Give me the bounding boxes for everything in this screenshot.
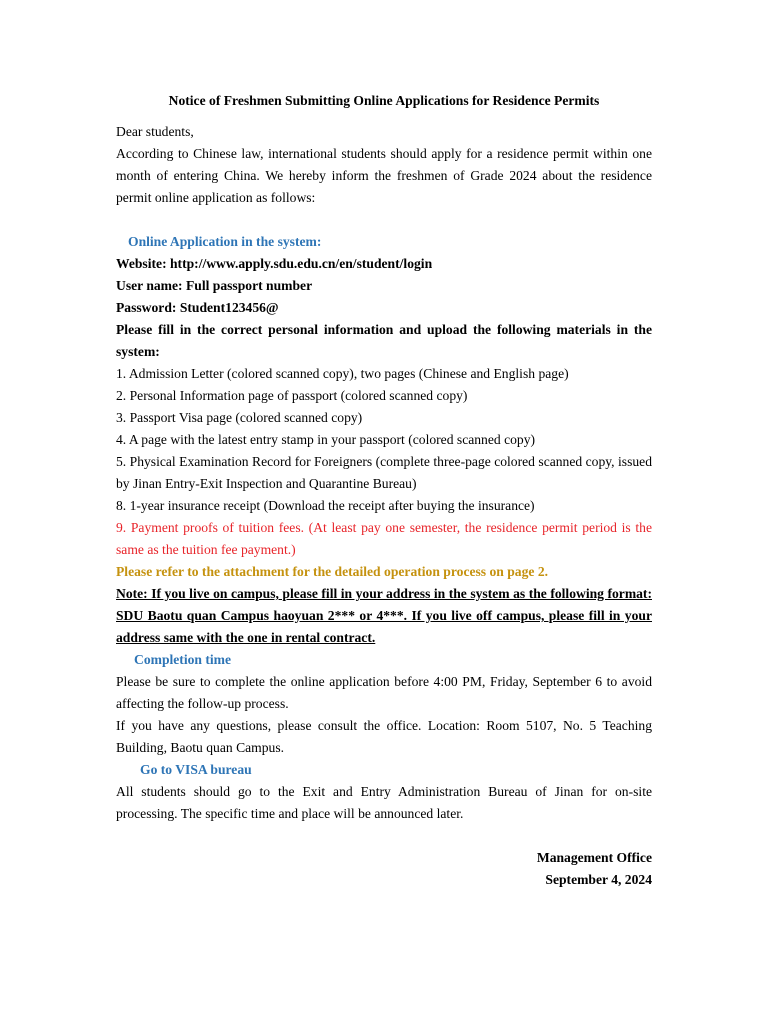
intro-paragraph: According to Chinese law, international students should apply for a residence permit within one month of entering China. We hereby inform the freshmen of Grade 2024 about the residence permit online application as follows: (116, 146, 652, 205)
upload-instruction: Please fill in the correct personal information and upload the following materials in the system: (116, 322, 652, 359)
attachment-note: Please refer to the attachment for the detailed operation process on page 2. (116, 564, 549, 579)
online-application-heading: Online Application in the system: (128, 234, 322, 249)
document-title: Notice of Freshmen Submitting Online Applications for Residence Permits (168, 93, 600, 108)
website-line: Website: http://www.apply.sdu.edu.cn/en/student/login (116, 256, 433, 271)
payment-proof-note: 9. Payment proofs of tuition fees. (At least pay one semester, the residence permit period is the same as the tuition fee payment.) (116, 520, 652, 557)
signature-date: September 4, 2024 (545, 872, 652, 887)
material-item: 4. A page with the latest entry stamp in your passport (colored scanned copy) (116, 432, 536, 447)
material-item: 3. Passport Visa page (colored scanned copy) (116, 410, 363, 425)
material-item: 2. Personal Information page of passport (colored scanned copy) (116, 388, 468, 403)
password-line: Password: Student123456@ (116, 300, 279, 315)
material-item: 1. Admission Letter (colored scanned copy), two pages (Chinese and English page) (116, 366, 569, 381)
material-item: 8. 1-year insurance receipt (Download the receipt after buying the insurance) (116, 498, 535, 513)
contact-paragraph: If you have any questions, please consult the office. Location: Room 5107, No. 5 Teaching Building, Baotu quan Campus. (116, 718, 652, 755)
deadline-paragraph: Please be sure to complete the online application before 4:00 PM, Friday, September 6 to avoid affecting the follow-up process. (116, 674, 652, 711)
notice-document (116, 90, 652, 891)
username-line: User name: Full passport number (116, 278, 313, 293)
visa-bureau-paragraph: All students should go to the Exit and Entry Administration Bureau of Jinan for on-site processing. The specific time and place will be announced later. (116, 784, 652, 821)
material-item: 5. Physical Examination Record for Foreigners (complete three-page colored scanned copy, issued by Jinan Entry-Exit Inspection and Quarantine Bureau) (116, 454, 652, 491)
visa-bureau-heading: Go to VISA bureau (140, 762, 252, 777)
address-format-note: Note: If you live on campus, please fill in your address in the system as the following format: SDU Baotu quan Campus haoyuan 2*** or 4***. If you live off campus, please fill in your address same with the one in rental contract. (116, 586, 652, 645)
completion-time-heading: Completion time (134, 652, 232, 667)
signature-office: Management Office (536, 850, 652, 865)
greeting: Dear students, (116, 124, 194, 139)
